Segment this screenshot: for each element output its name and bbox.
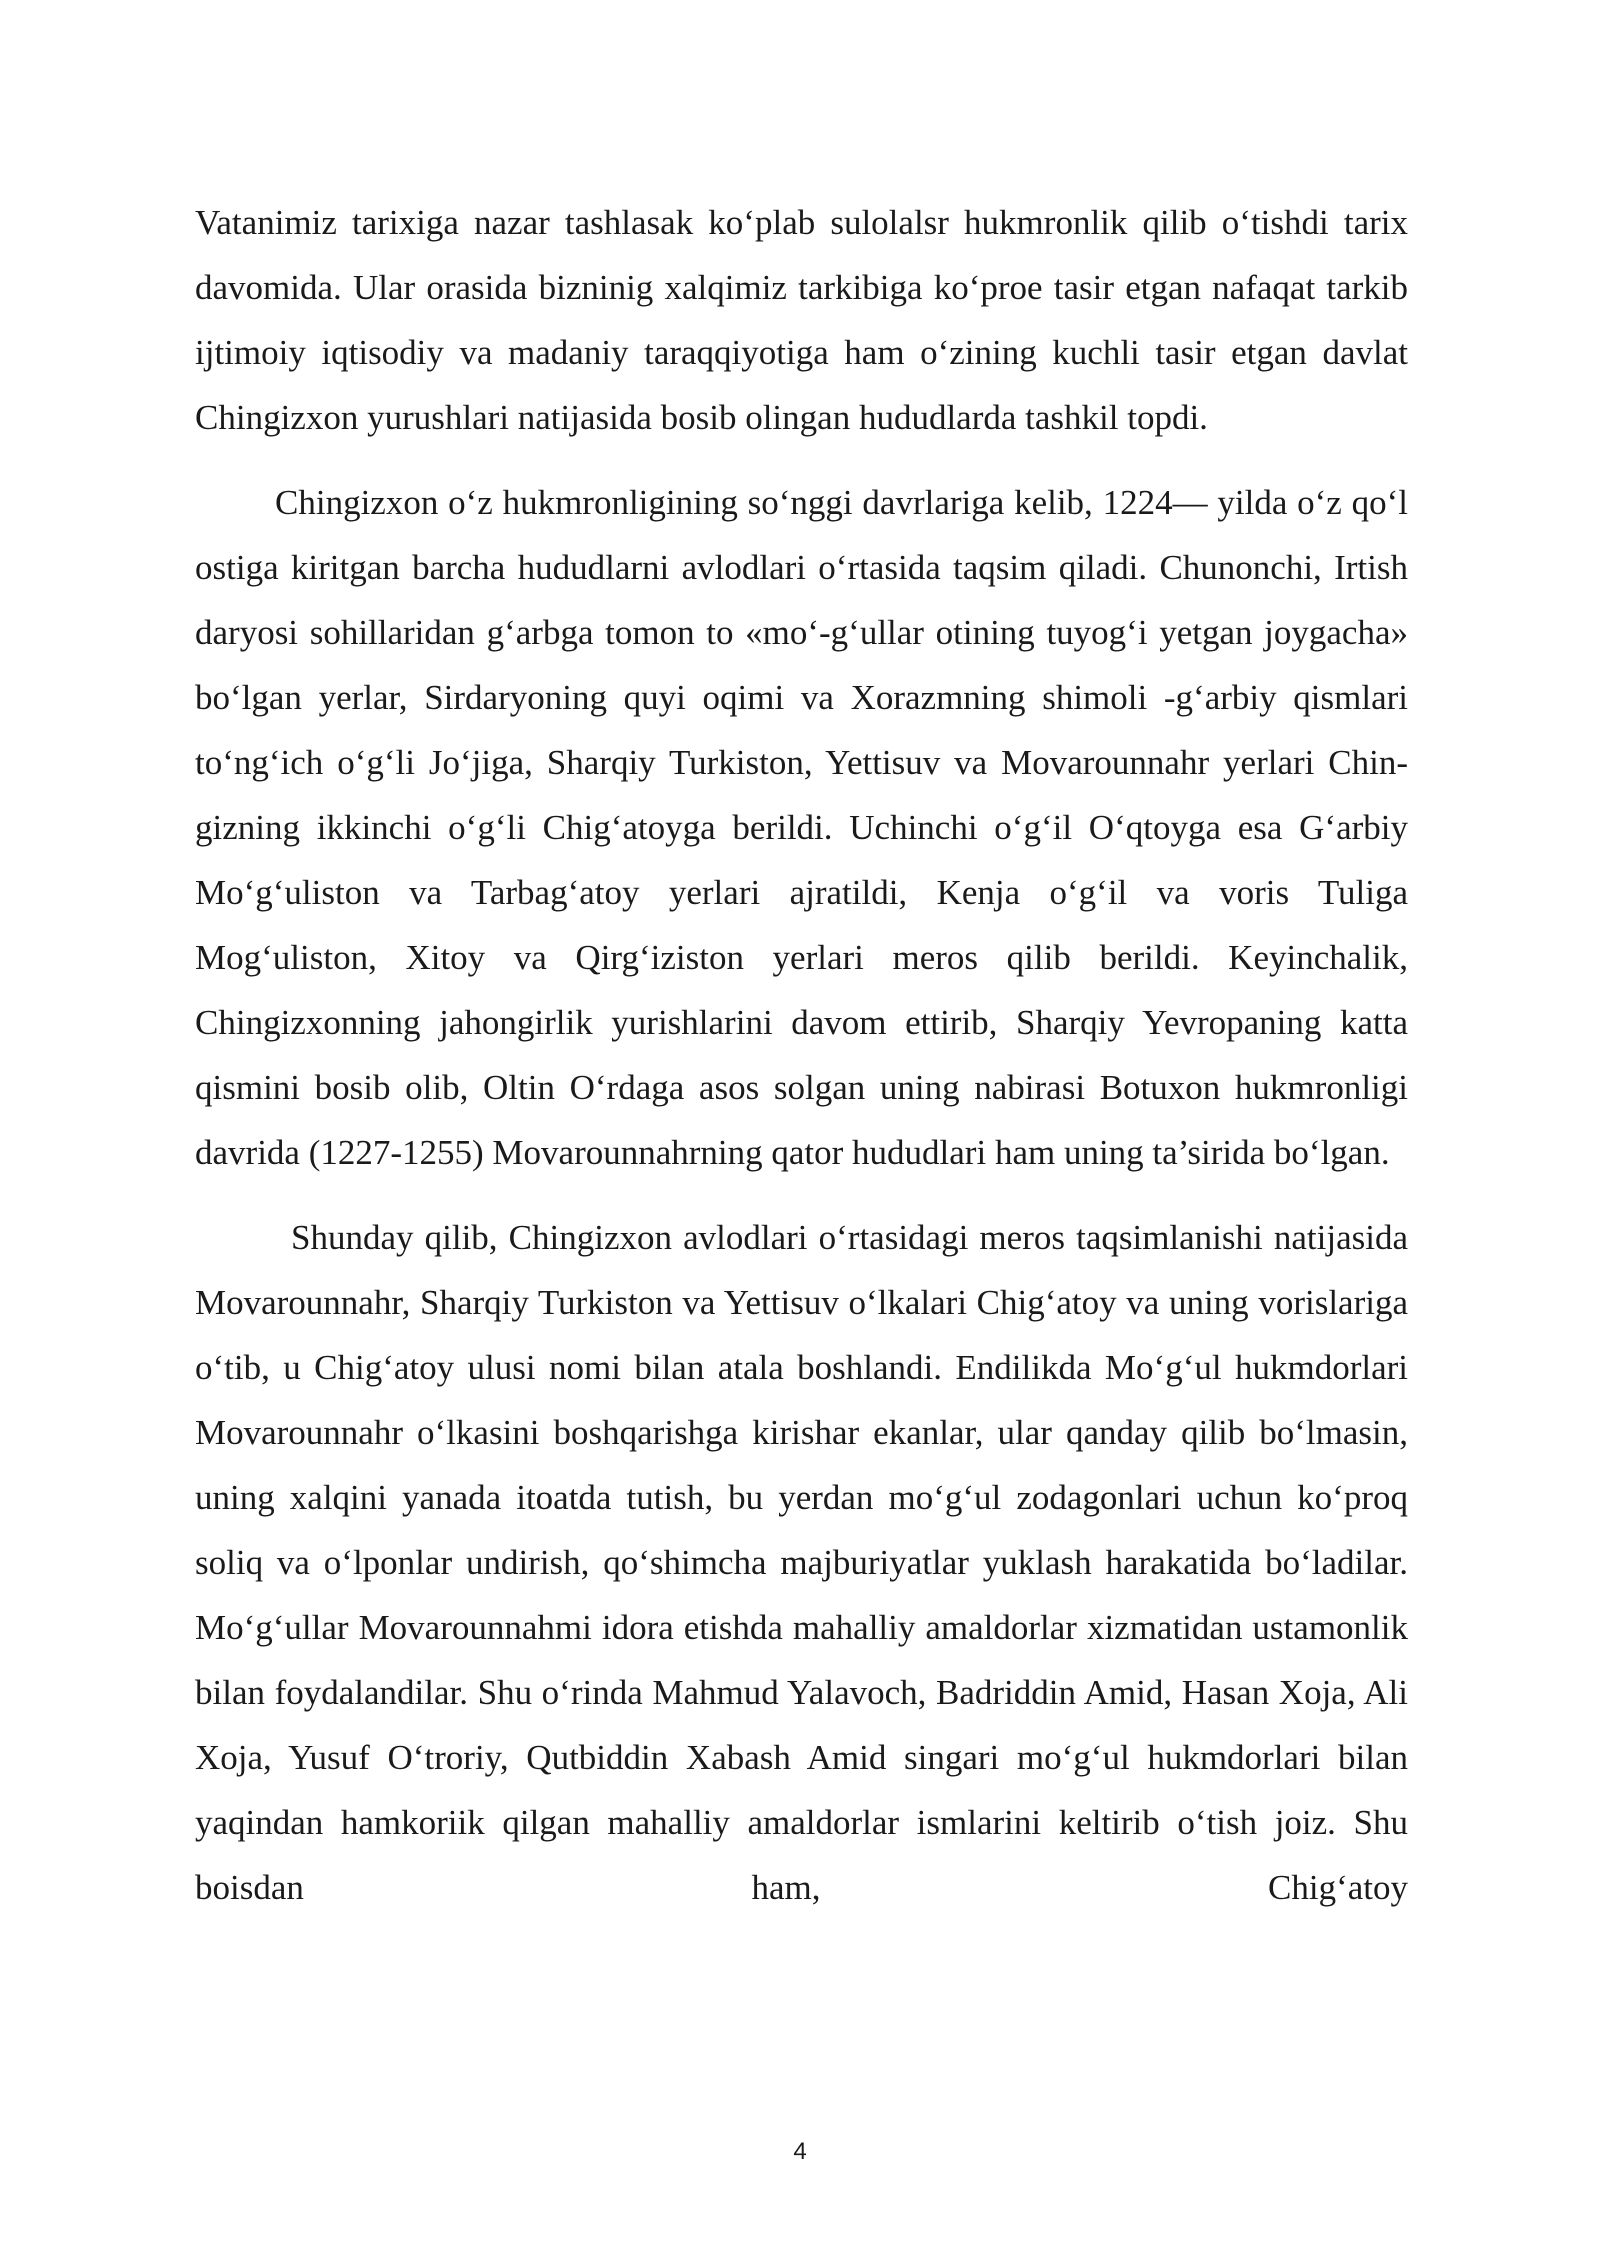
- document-body: [195, 190, 1408, 1940]
- page-number: 4: [793, 2138, 807, 2165]
- paragraph-intro: Vatanimiz tarixiga nazar tashlasak ko‘plab sulolalsr hukmronlik qilib o‘tishdi tarix davomida. Ular orasida bizninig xalqimiz tarkibiga ko‘proe tasir etgan nafaqat tarkib ijtimoiy iqtisodiy va madaniy taraqqiyotiga ham o‘zining kuchli tasir etgan davlat Chingizxon yurushlari natijasida bosib olingan hududlarda tashkil topdi.: [195, 203, 1408, 437]
- paragraph-chigatoy-ulus: Shunday qilib, Chingizxon avlodlari o‘rtasidagi meros taqsimlanishi natijasida Movarounnahr, Sharqiy Turkiston va Yettisuv o‘lkalari Chig‘atoy va uning vorislariga o‘tib, u Chig‘atoy ulusi nomi bilan atala boshlandi. Endilikda Mo‘g‘ul hukmdorlari Movarounnahr o‘lkasini boshqarishga kirishar ekanlar, ular qanday qilib bo‘lmasin, uning xalqini yanada itoatda tutish, bu yerdan mo‘g‘ul zodagonlari uchun ko‘proq soliq va o‘lponlar undirish, qo‘shimcha majburiyatlar yuklash harakatida bo‘ladilar. Mo‘g‘ullar Movarounnahmi idora etishda mahalliy amaldorlar xizmatidan ustamonlik bilan foydalandilar. Shu o‘rinda Mahmud Yalavoch, Badriddin Amid, Hasan Xoja, Ali Xoja, Yusuf O‘troriy, Qutbiddin Xabash Amid singari mo‘g‘ul hukmdorlari bilan yaqindan hamkoriik qilgan mahalliy amaldorlar ismlarini keltirib o‘tish joiz. Shu boisdan ham, Chig‘atoy: [195, 1218, 1408, 1907]
- paragraph-chingizxon-division: Chingizxon o‘z hukmronligining so‘nggi davrlariga kelib, 1224— yilda o‘z qo‘l ostiga kiritgan barcha hududlarni avlodlari o‘rtasida taqsim qiladi. Chunonchi, Irtish daryosi sohillaridan g‘arbga tomon to «mo‘-g‘ullar otining tuyog‘i yetgan joygacha» bo‘lgan yerlar, Sirdaryoning quyi oqimi va Xorazmning shimoli -g‘arbiy qismlari to‘ng‘ich o‘g‘li Jo‘jiga, Sharqiy Turkiston, Yettisuv va Movarounnahr yerlari Chin-gizning ikkinchi o‘g‘li Chig‘atoyga berildi. Uchinchi o‘g‘il O‘qtoyga esa G‘arbiy Mo‘g‘uliston va Tarbag‘atoy yerlari ajratildi, Kenja o‘g‘il va voris Tuliga Mog‘uliston, Xitoy va Qirg‘iziston yerlari meros qilib berildi. Keyinchalik, Chingizxonning jahongirlik yurishlarini davom ettirib, Sharqiy Yevropaning katta qismini bosib olib, Oltin O‘rdaga asos solgan uning nabirasi Botuxon hukmronligi davrida (1227-1255) Movarounnahrning qator hududlari ham uning ta’sirida bo‘lgan.: [195, 483, 1408, 1172]
